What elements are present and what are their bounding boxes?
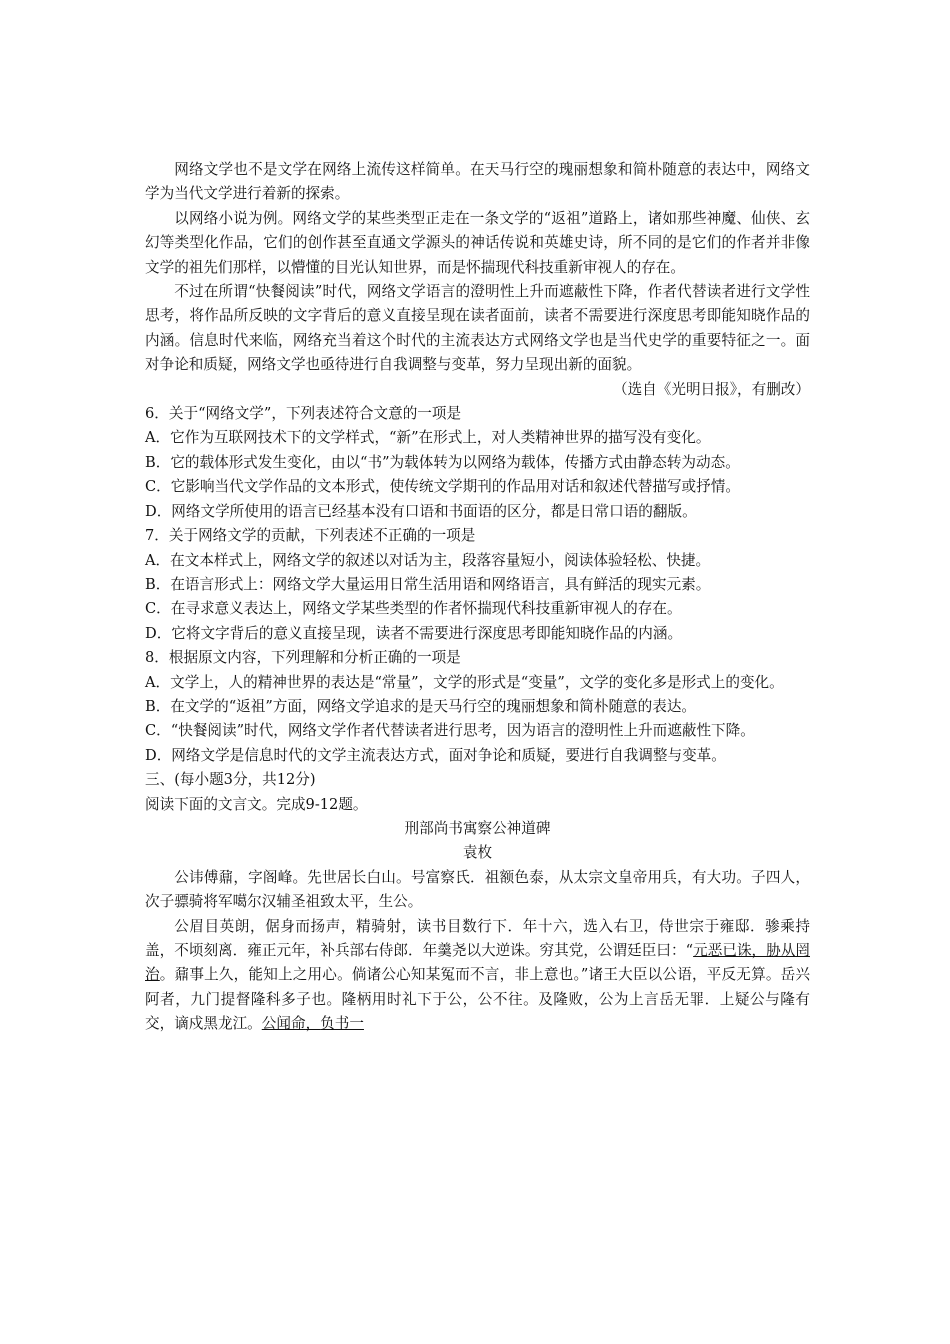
page-content xyxy=(145,158,810,1037)
question-7-option-a: A．在文本样式上，网络文学的叙述以对话为主，段落容量短小，阅读体验轻松、快捷。 xyxy=(145,551,711,569)
classical-text-segment: 公眉目英朗，倨身而扬声，精骑射，读书目数行下．年十六，选入右卫，侍世宗于雍邸．骖乘持盖，不顷刻离．雍正元年，补兵部右侍郎．年羹尧以大逆诛。穷其党，公谓廷臣曰：“ xyxy=(145,917,810,959)
question-6-stem: 6．关于“网络文学”，下列表述符合文意的一项是 xyxy=(145,405,462,423)
question-6-option-d: D．网络文学所使用的语言已经基本没有口语和书面语的区分，都是日常口语的翻版。 xyxy=(145,502,697,520)
classical-text-author: 袁枚 xyxy=(462,844,493,862)
question-8-option-c: C．“快餐阅读”时代，网络文学作者代替读者进行思考，因为语言的澄明性上升而遮蔽性下降。 xyxy=(145,722,755,740)
source-note: （选自《光明日报》，有删改） xyxy=(612,380,810,398)
classical-text-title: 刑部尚书寓察公神道碑 xyxy=(404,819,551,837)
question-7-option-b: B．在语言形式上：网络文学大量运用日常生活用语和网络语言，具有鲜活的现实元素。 xyxy=(145,575,711,593)
classical-paragraph-2 xyxy=(145,915,810,1037)
question-7-option-c: C．在寻求意义表达上，网络文学某些类型的作者怀揣现代科技重新审视人的存在。 xyxy=(145,600,682,618)
classical-text-segment: 。鼐事上久，能知上之用心。倘诸公心知某冤而不言，非上意也。”诸王大臣以公语，平反无算。岳兴阿者，九门提督隆科多子也。隆柄用时礼下于公，公不往。及隆败，公为上言岳无罪．上疑公与隆有交，谪戍黑龙江。 xyxy=(145,966,810,1033)
section-3-instruction: 阅读下面的文言文。完成9-12题。 xyxy=(145,795,368,813)
section-3-heading: 三、(每小题3分，共12分) xyxy=(145,771,316,789)
question-6-option-c: C．它影响当代文学作品的文本形式，使传统文学期刊的作品用对话和叙述代替描写或抒情。 xyxy=(145,478,740,496)
question-6-option-a: A．它作为互联网技术下的文学样式，“新”在形式上，对人类精神世界的描写没有变化。 xyxy=(145,429,711,447)
classical-paragraph-1: 公讳傅鼐，字阁峰。先世居长白山。号富察氏．祖额色泰，从太宗文皇帝用兵，有大功。子四人，次子骠骑将军噶尔汉辅圣祖致太平，生公。 xyxy=(145,868,810,911)
passage-paragraph-1: 网络文学也不是文学在网络上流传这样简单。在天马行空的瑰丽想象和简朴随意的表达中，网络文学为当代文学进行着新的探索。 xyxy=(145,161,810,203)
underlined-phrase-1: 元恶已诛，胁从罔治 xyxy=(145,942,810,984)
passage-paragraph-3: 不过在所谓“快餐阅读”时代，网络文学语言的澄明性上升而遮蔽性下降，作者代替读者进行文学性思考，将作品所反映的文字背后的意义直接呈现在读者面前，读者不需要进行深度思考即能知晓作品的内涵。信息时代来临，网络充当着这个时代的主流表达方式网络文学也是当代史学的重要特征之一。面对争论和质疑，网络文学也亟待进行自我调整与变革，努力呈现出新的面貌。 xyxy=(145,283,810,374)
question-8-option-d: D．网络文学是信息时代的文学主流表达方式，面对争论和质疑，要进行自我调整与变革。 xyxy=(145,746,726,764)
underlined-phrase-2: 公闻命 xyxy=(261,1015,306,1033)
question-7-option-d: D．它将文字背后的意义直接呈现，读者不需要进行深度思考即能知晓作品的内涵。 xyxy=(145,624,683,642)
underlined-comma: ， xyxy=(305,1015,321,1033)
question-6-option-b: B．它的载体形式发生变化，由以“书”为载体转为以网络为载体，传播方式由静态转为动态。 xyxy=(145,453,740,471)
question-8-stem: 8．根据原文内容，下列理解和分析正确的一项是 xyxy=(145,649,461,667)
question-7-stem: 7．关于网络文学的贡献，下列表述不正确的一项是 xyxy=(145,527,476,545)
passage-paragraph-2: 以网络小说为例。网络文学的某些类型正走在一条文学的“返祖”道路上，诸如那些神魔、仙侠、玄幻等类型化作品，它们的创作甚至直通文学源头的神话传说和英雄史诗，所不同的是它们的作者并非像文学的祖先们那样，以懵懂的目光认知世界，而是怀揣现代科技重新审视人的存在。 xyxy=(145,209,810,276)
question-8-option-b: B．在文学的“返祖”方面，网络文学追求的是天马行空的瑰丽想象和简朴随意的表达。 xyxy=(145,697,697,715)
underlined-phrase-3: 负书一 xyxy=(320,1015,364,1033)
question-8-option-a: A．文学上，人的精神世界的表达是“常量”，文学的形式是“变量”，文学的变化多是形式上的变化。 xyxy=(145,673,784,691)
